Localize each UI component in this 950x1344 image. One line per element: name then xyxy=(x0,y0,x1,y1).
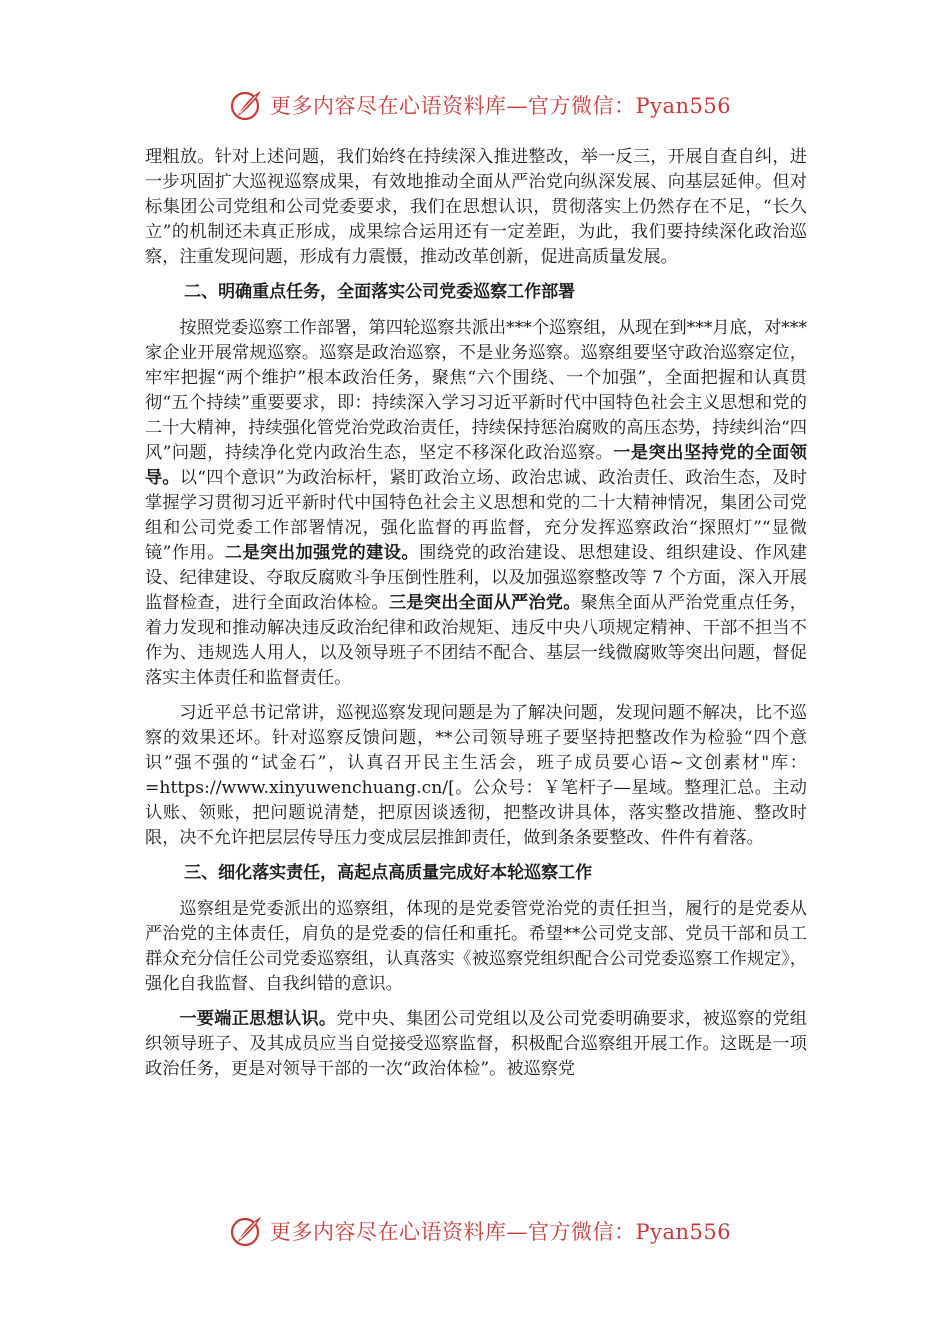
banner-text: 更多内容尽在心语资料库—官方微信：Pyan556 xyxy=(270,94,732,118)
banner-text: 更多内容尽在心语资料库—官方微信：Pyan556 xyxy=(270,1220,732,1244)
bold-phrase: 二是突出加强党的建设。 xyxy=(224,543,420,563)
footer-banner[interactable] xyxy=(228,1211,731,1251)
bold-phrase: 三是突出全面从严治党。 xyxy=(388,593,581,613)
section-heading-3: 三、细化落实责任，高起点高质量完成好本轮巡察工作 xyxy=(184,863,593,883)
feather-pen-logo-icon xyxy=(228,87,264,123)
header-banner[interactable] xyxy=(228,85,731,125)
paragraph: 巡察组是党委派出的巡察组，体现的是党委管党治党的责任担当，履行的是党委从严治党的主体责任，肩负的是党委的信任和重托。希望**公司党支部、党员干部和员工群众充分信任公司党委巡察组，认真落实《被巡察党组织配合公司党委巡察工作规定》，强化自我监督、自我纠错的意识。 xyxy=(145,899,807,994)
article-body xyxy=(145,145,807,1092)
paragraph: 一要端正思想认识。党中央、集团公司党组以及公司党委明确要求，被巡察的党组织领导班子、及其成员应当自觉接受巡察监督，积极配合巡察组开展工作。这既是一项政治任务，更是对领导干部的一次“政治体检”。被巡察党 xyxy=(145,1009,807,1079)
paragraph: 理粗放。针对上述问题，我们始终在持续深入推进整改，举一反三，开展自查自纠，进一步巩固扩大巡视巡察成果，有效地推动全面从严治党向纵深发展、向基层延伸。但对标集团公司党组和公司党委要求，我们在思想认识，贯彻落实上仍然存在不足，“长久立”的机制还未真正形成，成果综合运用还有一定差距，为此，我们要持续深化政治巡察，注重发现问题，形成有力震慑，推动改革创新，促进高质量发展。 xyxy=(145,147,807,267)
bold-phrase: 一要端正思想认识。 xyxy=(179,1009,337,1029)
section-heading-2: 二、明确重点任务，全面落实公司党委巡察工作部署 xyxy=(184,282,576,302)
paragraph: 习近平总书记常讲，巡视巡察发现问题是为了解决问题，发现问题不解决，比不巡察的效果还坏。针对巡察反馈问题，**公司领导班子要坚持把整改作为检验“四个意识”强不强的“试金石”，认真召开民主生活会，班子成员要心语~文创素材"库：=https://www.xinyuwenchuang.cn/[。公众号：￥笔杆子—星域。整理汇总。主动认账、领账，把问题说清楚，把原因谈透彻，把整改讲具体，落实整改措施、整改时限，决不允许把层层传导压力变成层层推卸责任，做到条条要整改、件件有着落。 xyxy=(145,703,807,848)
bold-phrase: 一是突出坚持党的全面领导。 xyxy=(145,443,807,488)
paragraph: 按照党委巡察工作部署，第四轮巡察共派出***个巡察组，从现在到***月底，对***家企业开展常规巡察。巡察是政治巡察，不是业务巡察。巡察组要坚守政治巡察定位，牢牢把握“两个维护”根本政治任务，聚焦“六个围绕、一个加强”，全面把握和认真贯彻“五个持续”重要要求，即：持续深入学习习近平新时代中国特色社会主义思想和党的二十大精神，持续强化管党治党政治责任，持续保持惩治腐败的高压态势，持续纠治“四风”问题，持续净化党内政治生态，坚定不移深化政治巡察。一是突出坚持党的全面领导。以“四个意识”为政治标杆，紧盯政治立场、政治忠诚、政治责任、政治生态，及时掌握学习贯彻习近平新时代中国特色社会主义思想和党的二十大精神情况，集团公司党组和公司党委工作部署情况，强化监督的再监督，充分发挥巡察政治“探照灯”“显微镜”作用。二是突出加强党的建设。围绕党的政治建设、思想建设、组织建设、作风建设、纪律建设、夺取反腐败斗争压倒性胜利，以及加强巡察整改等 7 个方面，深入开展监督检查，进行全面政治体检。三是突出全面从严治党。聚焦全面从严治党重点任务，着力发现和推动解决违反政治纪律和政治规矩、违反中央八项规定精神、干部不担当不作为、违规选人用人，以及领导班子不团结不配合、基层一线微腐败等突出问题，督促落实主体责任和监督责任。 xyxy=(145,318,807,688)
feather-pen-logo-icon xyxy=(228,1213,264,1249)
